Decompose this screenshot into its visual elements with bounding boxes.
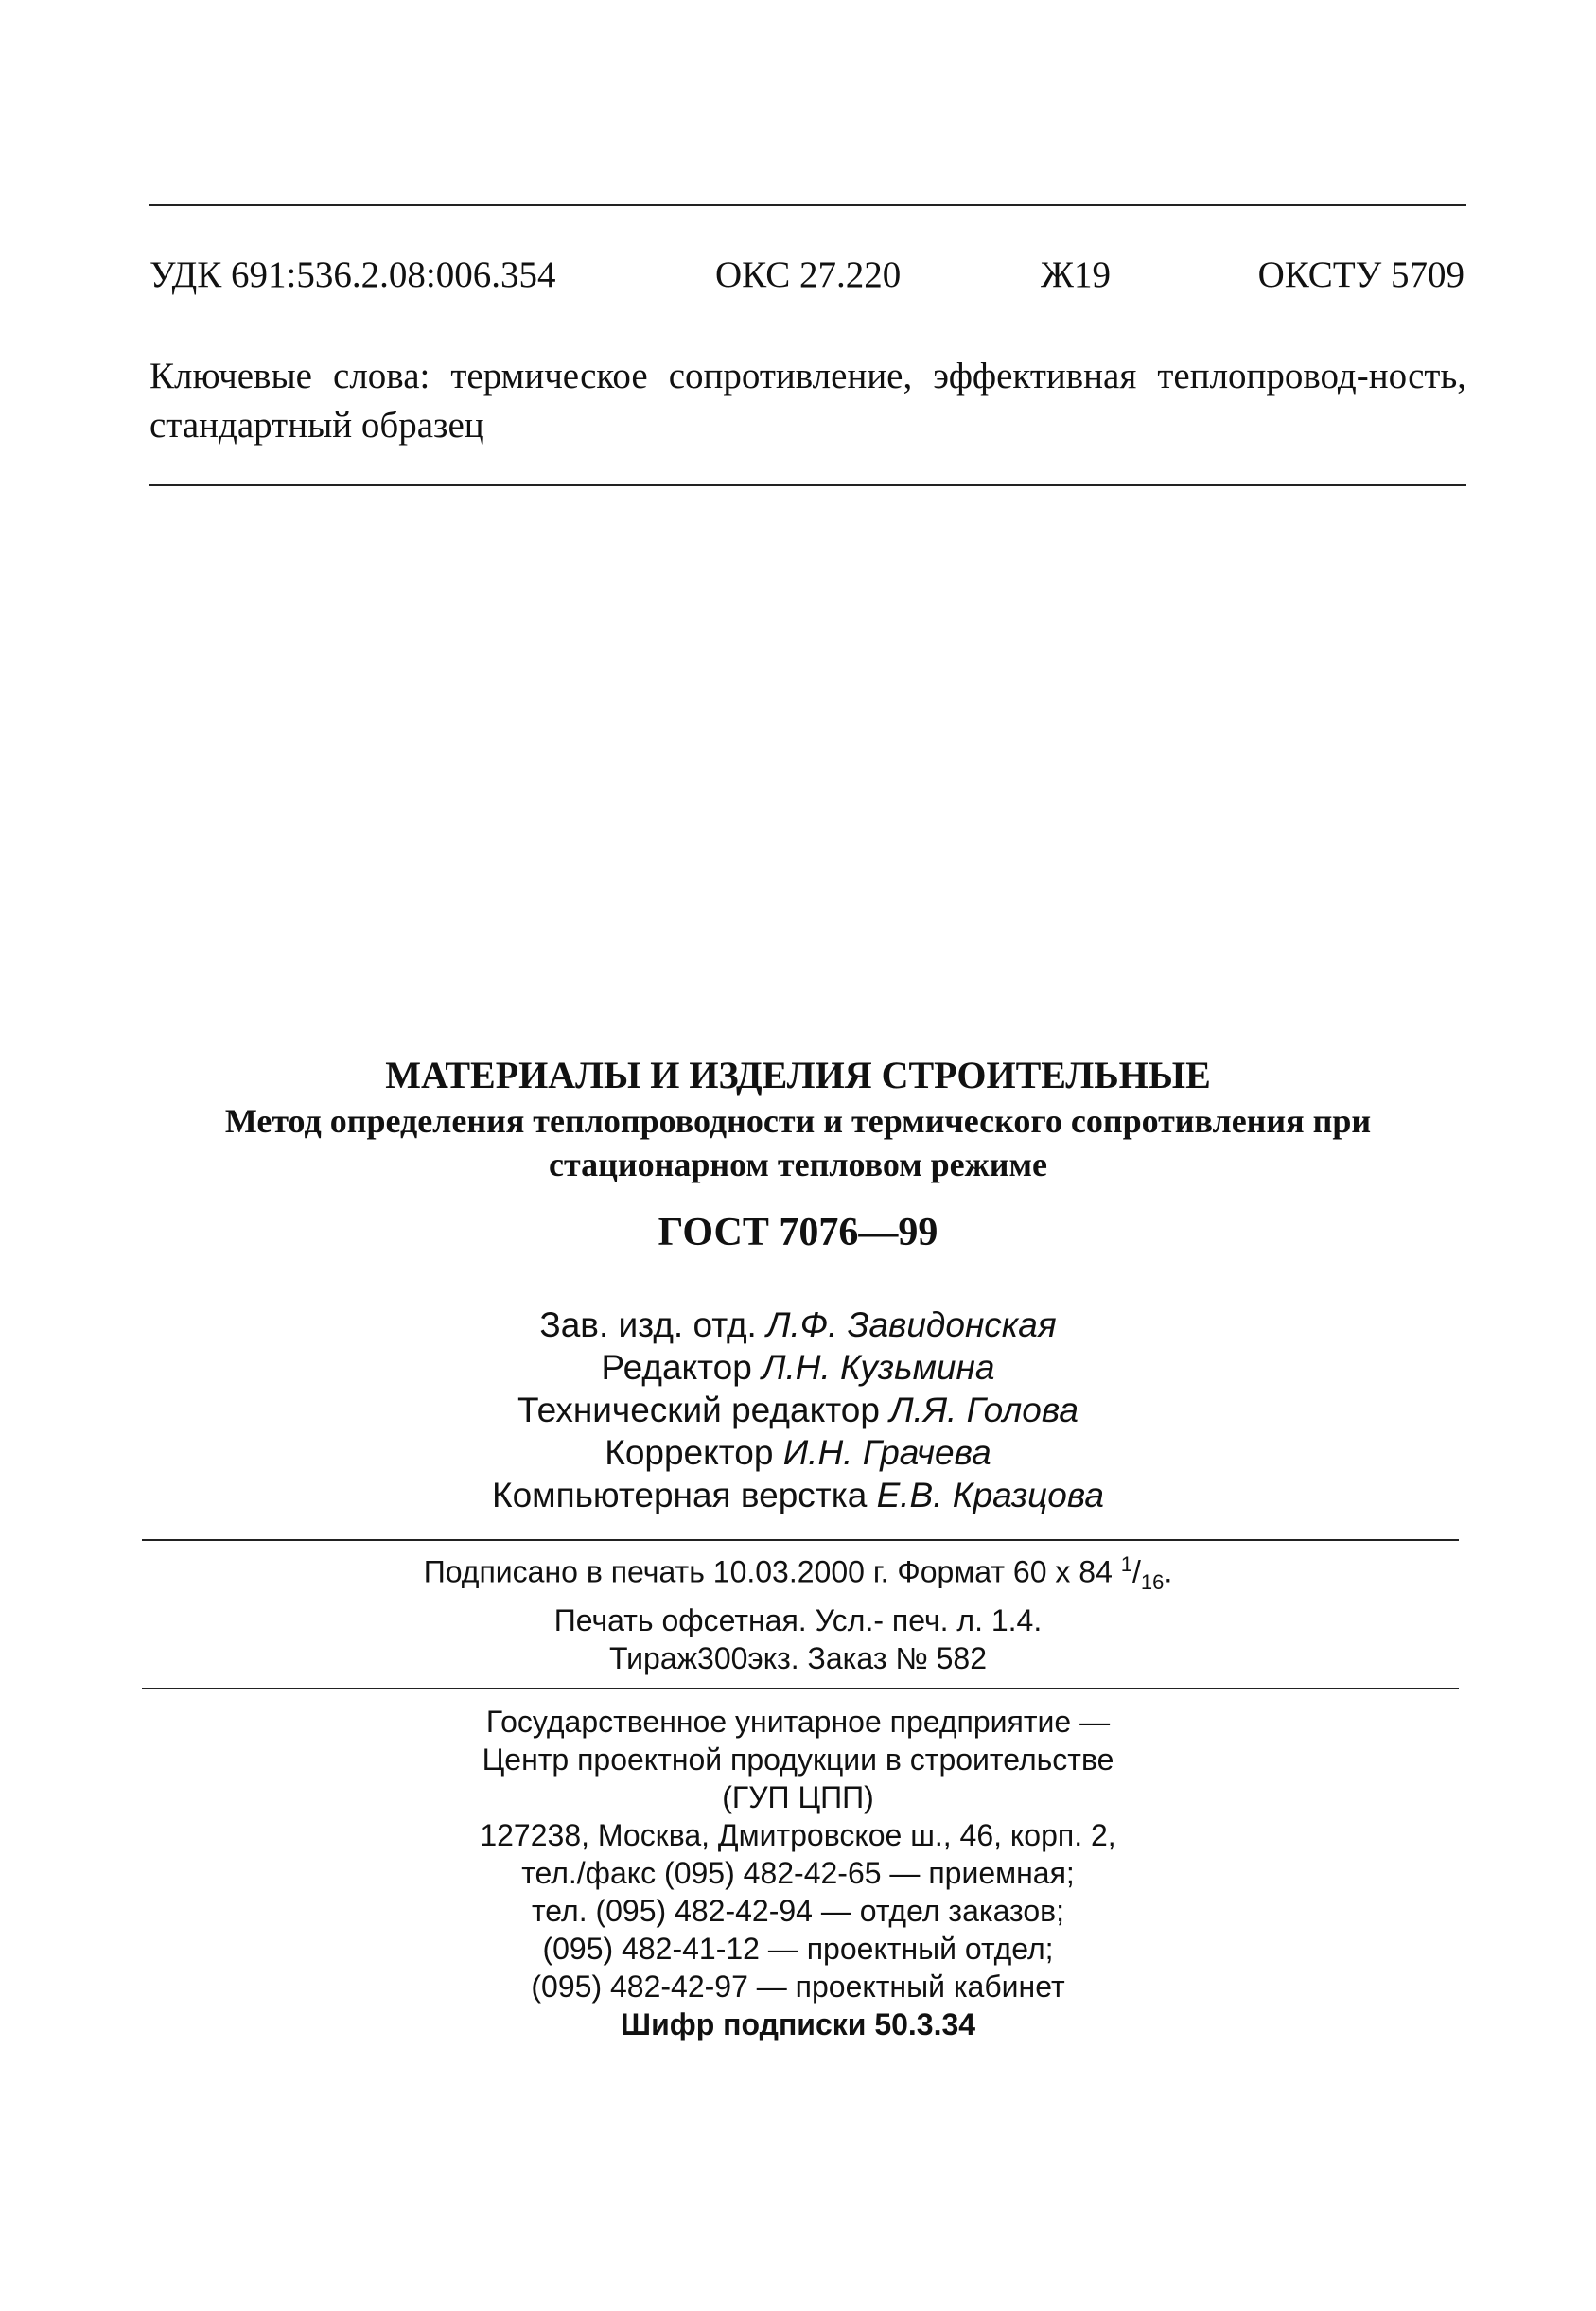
publisher-line: (095) 482-41-12 — проектный отдел; bbox=[542, 1932, 1054, 1966]
credit-role: Компьютерная верстка bbox=[492, 1476, 868, 1514]
publisher-line: 127238, Москва, Дмитровское ш., 46, корп. 2, bbox=[480, 1818, 1116, 1852]
publisher-line: Государственное унитарное предприятие — bbox=[485, 1705, 1111, 1739]
fraction-numerator: 1 bbox=[1120, 1552, 1133, 1576]
credit-line bbox=[0, 1474, 1596, 1516]
publisher-line: тел. (095) 482-42-94 — отдел заказов; bbox=[531, 1894, 1064, 1928]
credit-line bbox=[0, 1346, 1596, 1389]
okstu-code: ОКСТУ 5709 bbox=[1257, 254, 1464, 295]
keywords: Ключевые слова: термическое сопротивление, эффективная теплопровод-ность, стандартный образец bbox=[149, 356, 1466, 446]
credit-line bbox=[0, 1389, 1596, 1431]
credit-role: Редактор bbox=[601, 1348, 752, 1387]
credits bbox=[0, 1304, 1596, 1516]
publisher-line: (ГУП ЦПП) bbox=[722, 1780, 874, 1814]
print-format-text: Подписано в печать 10.03.2000 г. Формат 60 х 84 bbox=[423, 1554, 1113, 1589]
credit-name: Л.Я. Голова bbox=[889, 1391, 1079, 1429]
print-format-suffix: . bbox=[1164, 1554, 1173, 1589]
credit-role: Зав. изд. отд. bbox=[539, 1305, 757, 1344]
subscription-code: Шифр подписки 50.3.34 bbox=[620, 2007, 976, 2041]
credit-line bbox=[0, 1304, 1596, 1346]
publisher-info bbox=[0, 1703, 1596, 2043]
credit-role: Технический редактор bbox=[517, 1391, 880, 1429]
classification-row bbox=[149, 254, 1464, 301]
print-rule bbox=[142, 1688, 1459, 1689]
subtitle-line-1: Метод определения теплопроводности и термического сопротивления при bbox=[224, 1102, 1372, 1140]
credits-rule bbox=[142, 1539, 1459, 1541]
top-rule bbox=[149, 204, 1466, 206]
main-title: МАТЕРИАЛЫ И ИЗДЕЛИЯ СТРОИТЕЛЬНЫЕ bbox=[385, 1054, 1211, 1096]
standard-number: ГОСТ 7076—99 bbox=[658, 1211, 938, 1254]
keywords-rule bbox=[149, 484, 1466, 486]
credit-name: И.Н. Грачева bbox=[782, 1433, 991, 1472]
fraction-denominator: 16 bbox=[1140, 1570, 1165, 1595]
credit-role: Корректор bbox=[605, 1433, 774, 1472]
publisher-line: тел./факс (095) 482-42-65 — приемная; bbox=[521, 1856, 1075, 1890]
print-line-1: Подписано в печать 10.03.2000 г. Формат 60 х 84 $^1/_{16}$. bbox=[423, 1552, 1173, 1595]
print-line-3: Тираж300экз. Заказ № 582 bbox=[609, 1641, 987, 1676]
credit-name: Л.Н. Кузьмина bbox=[762, 1348, 995, 1387]
udk-code: УДК 691:536.2.08:006.354 bbox=[149, 254, 556, 295]
subtitle-line-2: стационарном тепловом режиме bbox=[548, 1146, 1047, 1183]
credit-name: Л.Ф. Завидонская bbox=[766, 1305, 1057, 1344]
oks-code: ОКС 27.220 bbox=[715, 254, 902, 295]
credit-name: Е.В. Кразцова bbox=[876, 1476, 1104, 1514]
publisher-line: Центр проектной продукции в строительстве bbox=[482, 1742, 1114, 1777]
zh-code: Ж19 bbox=[1041, 254, 1111, 295]
print-info bbox=[0, 1546, 1596, 1677]
credit-line bbox=[0, 1431, 1596, 1474]
print-line-2: Печать офсетная. Усл.- печ. л. 1.4. bbox=[553, 1603, 1043, 1638]
publisher-line: (095) 482-42-97 — проектный кабинет bbox=[531, 1970, 1065, 2004]
